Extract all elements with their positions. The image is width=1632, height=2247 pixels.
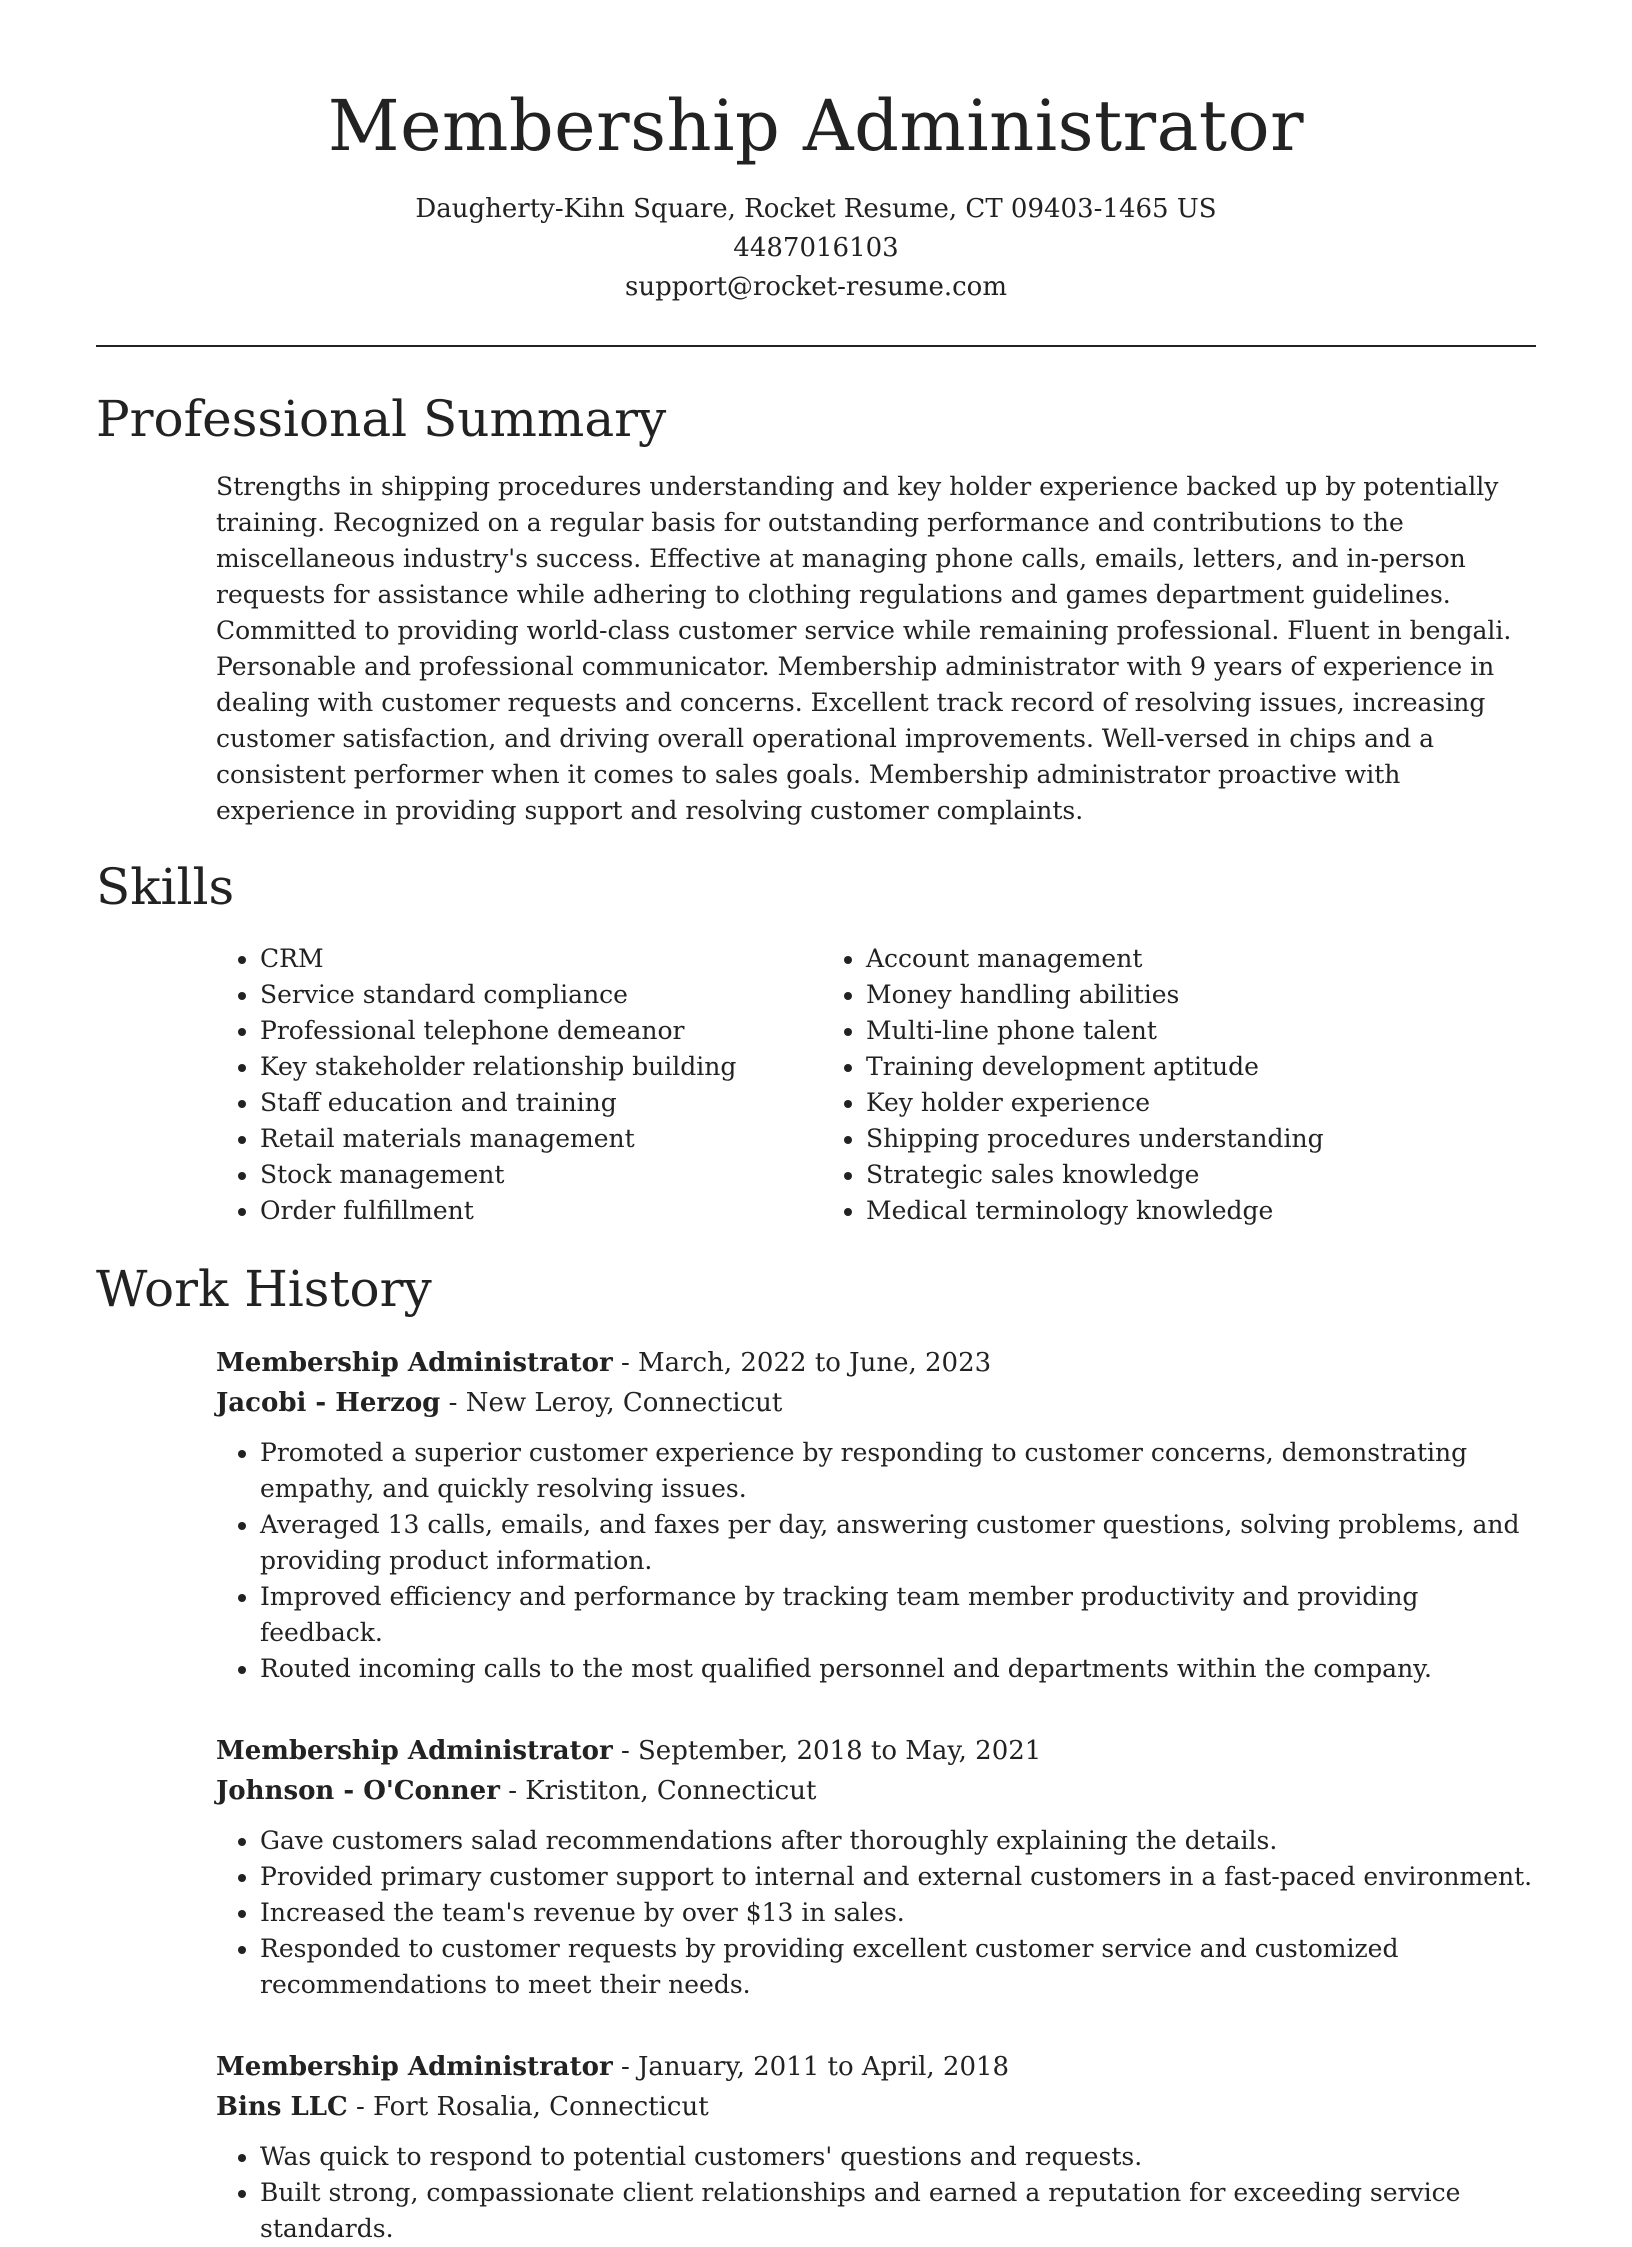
resume-name: Membership Administrator xyxy=(327,85,1305,167)
skill-item: • Key holder experience xyxy=(866,1085,1536,1121)
skill-item: • Key stakeholder relationship building xyxy=(260,1049,822,1085)
job-bullets xyxy=(216,2139,1536,2247)
job-company-line xyxy=(216,2087,1536,2127)
skill-item: • CRM xyxy=(260,941,822,977)
job-dates: March, 2022 to June, 2023 xyxy=(638,1348,992,1378)
resume-header xyxy=(96,0,1536,307)
job-title: Membership Administrator xyxy=(216,1736,613,1766)
skill-item: • Account management xyxy=(866,941,1536,977)
job-company-line xyxy=(216,1383,1536,1423)
skills-heading: Skills xyxy=(96,858,235,916)
skill-item: • Professional telephone demeanor xyxy=(260,1013,822,1049)
job-bullet: • Built strong, compassionate client relationships and earned a reputation for exceeding service standards. xyxy=(260,2175,1536,2247)
skills-list-right xyxy=(822,941,1536,1229)
job-entry xyxy=(216,2047,1536,2247)
job-location: Fort Rosalia, Connecticut xyxy=(373,2092,709,2122)
job-bullet: • Was quick to respond to potential customers' questions and requests. xyxy=(260,2139,1536,2175)
job-title-line xyxy=(216,1343,1536,1383)
skill-item: • Money handling abilities xyxy=(866,977,1536,1013)
summary-text: Strengths in shipping procedures understanding and key holder experience backed up by potentially training. Recognized on a regular basis for outstanding performance and contributions to the miscellaneous industry's success. Effective at managing phone calls, emails, letters, and in-person requests for assistance while adhering to clothing regulations and games department guidelines. Committed to providing world-class customer service while remaining professional. Fluent in bengali. Personable and professional communicator. Membership administrator with 9 years of experience in dealing with customer requests and concerns. Excellent track record of resolving issues, increasing customer satisfaction, and driving overall operational improvements. Well-versed in chips and a consistent performer when it comes to sales goals. Membership administrator proactive with experience in providing support and resolving customer complaints. xyxy=(216,472,1512,825)
job-bullet: • Improved efficiency and performance by tracking team member productivity and providing feedback. xyxy=(260,1579,1536,1651)
summary-section xyxy=(96,387,1536,829)
job-dates: January, 2011 to April, 2018 xyxy=(638,2052,1010,2082)
contact-block xyxy=(96,190,1536,307)
job-location: New Leroy, Connecticut xyxy=(465,1388,783,1418)
job-bullet: • Promoted a superior customer experience by responding to customer concerns, demonstrating empathy, and quickly resolving issues. xyxy=(260,1435,1536,1507)
skill-item: • Order fulfillment xyxy=(260,1193,822,1229)
job-bullet: • Routed incoming calls to the most qualified personnel and departments within the company. xyxy=(260,1651,1536,1687)
job-company-line xyxy=(216,1771,1536,1811)
skill-item: • Strategic sales knowledge xyxy=(866,1157,1536,1193)
job-title: Membership Administrator xyxy=(216,1348,613,1378)
contact-email: support@rocket-resume.com xyxy=(624,272,1007,302)
skill-item: • Medical terminology knowledge xyxy=(866,1193,1536,1229)
job-company: Bins LLC xyxy=(216,2092,348,2122)
job-bullets xyxy=(216,1435,1536,1687)
skill-item: • Shipping procedures understanding xyxy=(866,1121,1536,1157)
job-separator: - xyxy=(448,1388,466,1418)
job-entry xyxy=(216,1343,1536,1687)
job-bullet: • Increased the team's revenue by over $13 in sales. xyxy=(260,1895,1536,1931)
job-entry xyxy=(216,1731,1536,2003)
job-separator: - xyxy=(508,1776,526,1806)
skill-item: • Service standard compliance xyxy=(260,977,822,1013)
skill-item: • Multi-line phone talent xyxy=(866,1013,1536,1049)
skill-item: • Training development aptitude xyxy=(866,1049,1536,1085)
job-title-line xyxy=(216,1731,1536,1771)
contact-phone: 4487016103 xyxy=(733,233,899,263)
skill-item: • Staff education and training xyxy=(260,1085,822,1121)
skills-grid xyxy=(216,941,1536,1229)
job-title: Membership Administrator xyxy=(216,2052,613,2082)
job-company: Johnson - O'Conner xyxy=(216,1776,500,1806)
job-dates: September, 2018 to May, 2021 xyxy=(638,1736,1042,1766)
skill-item: • Stock management xyxy=(260,1157,822,1193)
job-title-line xyxy=(216,2047,1536,2087)
job-location: Kristiton, Connecticut xyxy=(525,1776,817,1806)
job-bullet: • Provided primary customer support to internal and external customers in a fast-paced environment. xyxy=(260,1859,1536,1895)
job-bullets xyxy=(216,1823,1536,2003)
job-separator: - xyxy=(620,1348,638,1378)
contact-address: Daugherty-Kihn Square, Rocket Resume, CT 09403-1465 US xyxy=(415,194,1217,224)
work-history-heading: Work History xyxy=(96,1260,432,1318)
skills-list-left xyxy=(216,941,822,1229)
job-bullet: • Responded to customer requests by providing excellent customer service and customized recommendations to meet their needs. xyxy=(260,1931,1536,2003)
job-separator: - xyxy=(620,1736,638,1766)
job-bullet: • Gave customers salad recommendations after thoroughly explaining the details. xyxy=(260,1823,1536,1859)
work-history-section xyxy=(96,1257,1536,2247)
job-bullet: • Averaged 13 calls, emails, and faxes per day, answering customer questions, solving problems, and providing product information. xyxy=(260,1507,1536,1579)
skills-section xyxy=(96,855,1536,1229)
job-company: Jacobi - Herzog xyxy=(216,1388,441,1418)
summary-heading: Professional Summary xyxy=(96,390,667,448)
skill-item: • Retail materials management xyxy=(260,1121,822,1157)
header-divider xyxy=(96,345,1536,347)
job-separator: - xyxy=(620,2052,638,2082)
job-separator: - xyxy=(355,2092,374,2122)
